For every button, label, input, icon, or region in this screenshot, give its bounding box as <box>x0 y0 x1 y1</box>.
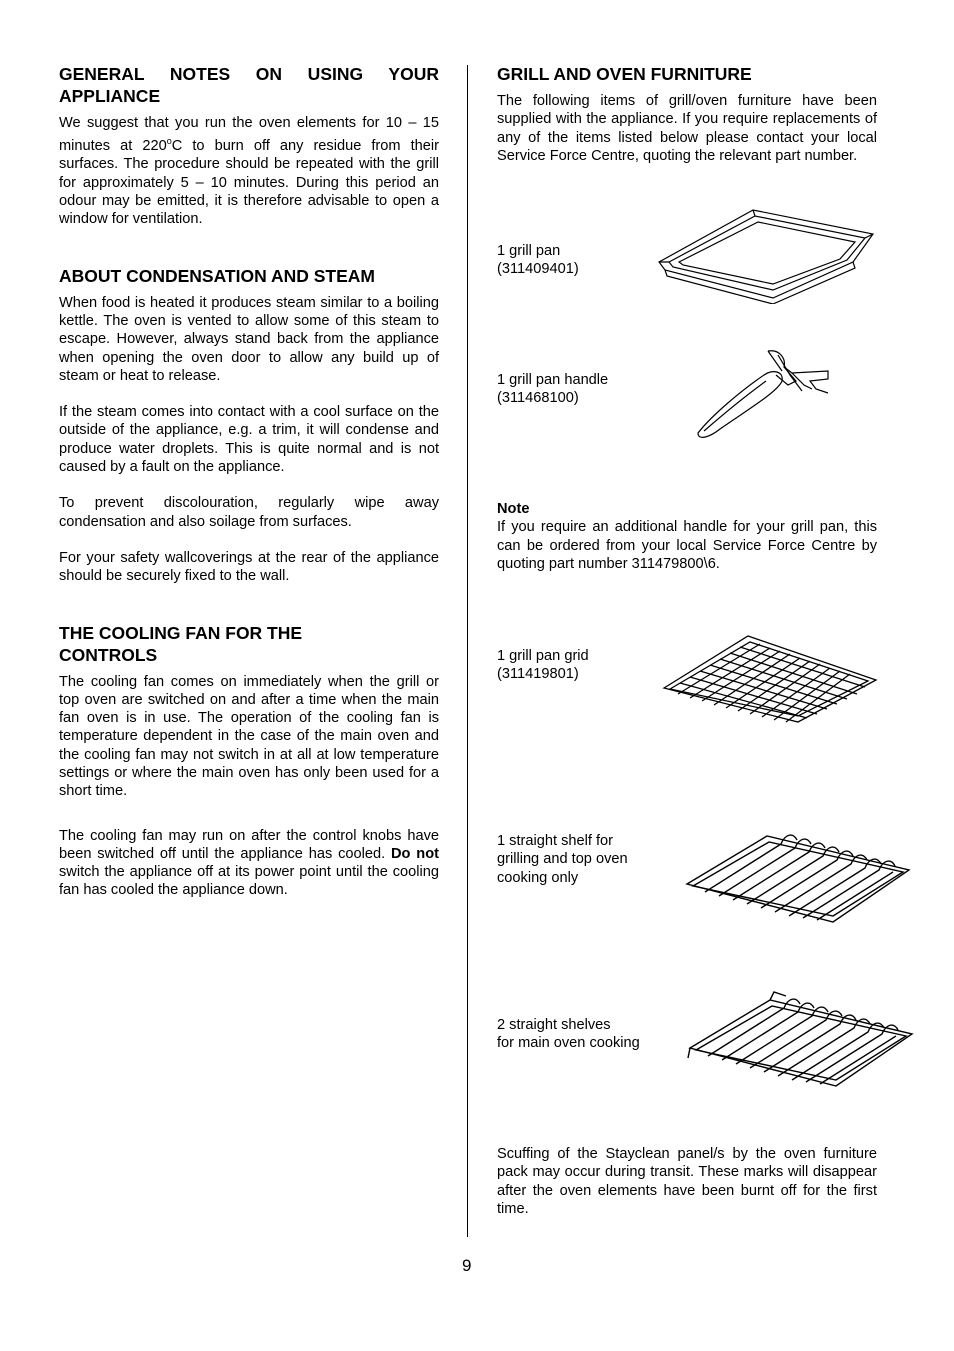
closing-text: Scuffing of the Stayclean panel/s by the oven furniture pack may occur during transit. These marks will disappear after the oven elements have been burnt off for the first time. <box>497 1146 877 1217</box>
general-text-post: C to burn off any residue from their surfaces. The procedure should be repeated with the grill for approximately 5 – 10 minutes. During this period an odour may be emitted, it is therefore advisable to open a window for ventilation. <box>59 138 439 228</box>
item-label-line2: for main oven cooking <box>497 1035 640 1052</box>
note-title: Note <box>497 501 530 517</box>
section-general-notes <box>59 63 439 85</box>
cooling-heading-line2: CONTROLS <box>59 644 158 665</box>
furniture-heading: GRILL AND OVEN FURNITURE <box>497 64 752 84</box>
condensation-p2: If the steam comes into contact with a cool surface on the outside of the appliance, e.g. a trim, it will condense and produce water droplets. This is quite normal and is not caused by a fault on the appliance. <box>59 404 439 476</box>
condensation-p1: When food is heated it produces steam similar to a boiling kettle. The oven is vented to allow some of this steam to escape. However, always stand back from the appliance when opening the oven door to allow any build up of steam or heat to release. <box>59 294 439 384</box>
note-block <box>497 500 877 573</box>
general-notes-text <box>59 114 439 229</box>
cooling-p2-bold: Do not <box>391 845 439 862</box>
item-label: 1 straight shelf for <box>497 833 613 849</box>
cooling-p2-post: switch the appliance off at its power point until the cooling fan has cooled the appliance down. <box>59 864 439 899</box>
general-text-pre: We suggest that you run the oven elements for 10 – 15 minutes at 220 <box>59 115 439 155</box>
furniture-intro: The following items of grill/oven furniture have been supplied with the appliance. If you require replacements of any of the items listed below please contact your local Service Force Centre, quoting the relevant part number. <box>497 93 877 164</box>
grill-pan-grid-icon <box>660 632 880 724</box>
grill-pan-icon <box>655 204 877 304</box>
item-label: 1 grill pan grid <box>497 648 589 664</box>
item-label: 1 grill pan <box>497 243 561 259</box>
degree-sup: o <box>166 136 172 147</box>
cooling-p2-pre: The cooling fan may run on after the control knobs have been switched off until the appliance has cooled. <box>59 827 439 862</box>
right-column-top <box>497 63 877 165</box>
condensation-p3: To prevent discolouration, regularly wipe away condensation and also soilage from surfaces. <box>59 495 439 530</box>
straight-shelves-icon <box>686 988 918 1092</box>
general-notes-heading <box>59 63 439 85</box>
cooling-heading-line1: THE COOLING FAN FOR THE <box>59 622 303 643</box>
closing-block <box>497 1145 877 1218</box>
item-part-number: (311409401) <box>497 261 579 278</box>
general-notes-heading-line2: APPLIANCE <box>59 86 161 106</box>
condensation-heading: ABOUT CONDENSATION AND STEAM <box>59 265 375 286</box>
item-straight-shelves <box>497 1016 640 1053</box>
column-divider <box>467 65 468 1237</box>
left-column <box>59 63 439 900</box>
item-label-line2: grilling and top oven <box>497 851 628 868</box>
cooling-p2 <box>59 827 439 900</box>
item-part-number: (311468100) <box>497 390 579 407</box>
page-number: 9 <box>462 1256 472 1275</box>
item-grill-pan-grid <box>497 647 589 684</box>
grill-pan-handle-icon <box>692 345 834 441</box>
straight-shelf-icon <box>683 828 915 928</box>
general-heading-line1: GENERAL NOTES ON USING YOUR <box>59 64 439 84</box>
cooling-p1: The cooling fan comes on immediately when the grill or top oven are switched on and after a time when the main fan oven is in use. The operation of the cooling fan is temperature dependent in the case of the main oven and the cooling fan may not switch in at all at low temperature settings or where the main oven has only been used for a short time. <box>59 673 439 800</box>
item-label: 2 straight shelves <box>497 1017 611 1033</box>
note-text: If you require an additional handle for your grill pan, this can be ordered from your local Service Force Centre by quoting part number 311479800\6. <box>497 519 877 572</box>
item-part-number: (311419801) <box>497 666 579 683</box>
item-label-line3: cooking only <box>497 869 579 886</box>
item-grill-pan <box>497 242 579 279</box>
item-straight-shelf <box>497 832 628 887</box>
item-grill-pan-handle <box>497 371 608 408</box>
condensation-p4: For your safety wallcoverings at the rear of the appliance should be securely fixed to the wall. <box>59 549 439 585</box>
item-label: 1 grill pan handle <box>497 372 609 388</box>
